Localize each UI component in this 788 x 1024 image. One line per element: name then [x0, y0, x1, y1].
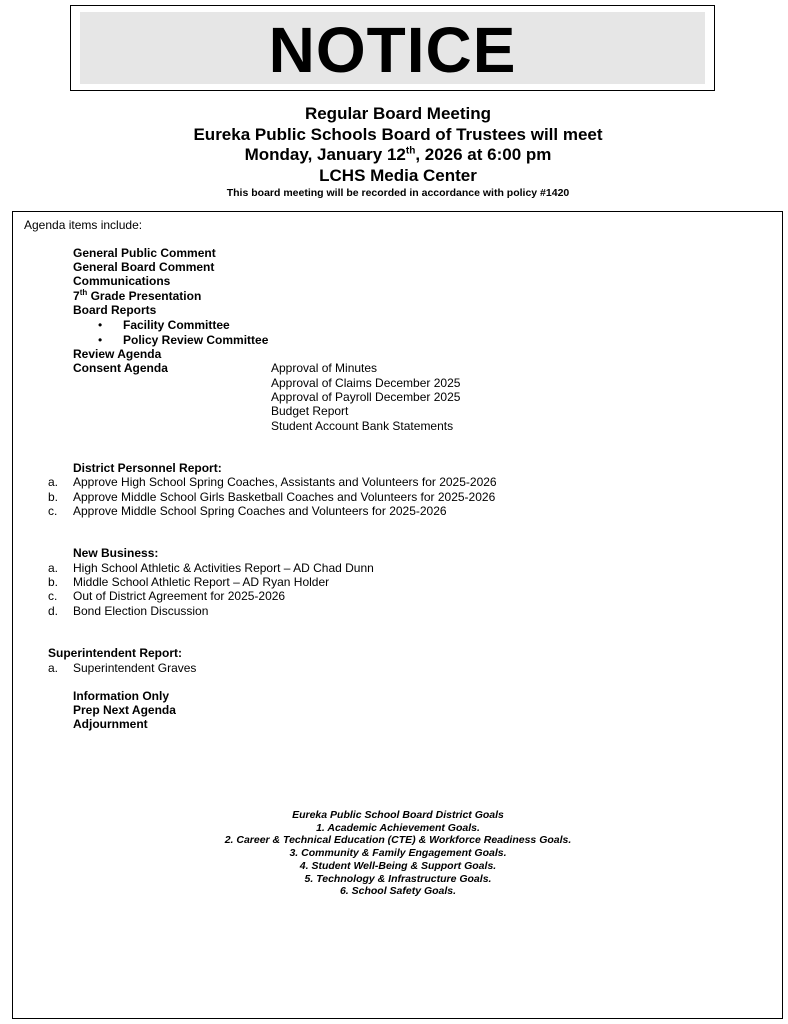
- personnel-heading: District Personnel Report:: [73, 461, 222, 475]
- list-letter: a.: [48, 561, 59, 575]
- consent-item: Approval of Minutes: [271, 361, 378, 375]
- list-letter: c.: [48, 504, 58, 518]
- new-business-item: Out of District Agreement for 2025-2026: [73, 589, 286, 603]
- review-agenda: Review Agenda: [73, 347, 162, 361]
- personnel-item: Approve Middle School Girls Basketball Coaches and Volunteers for 2025-2026: [73, 490, 496, 504]
- goal-item: 4. Student Well-Being & Support Goals.: [299, 859, 497, 872]
- goal-item: 1. Academic Achievement Goals.: [316, 821, 480, 834]
- agenda-intro: Agenda items include:: [24, 218, 143, 232]
- adjournment: Adjournment: [73, 717, 148, 731]
- consent-item: Approval of Payroll December 2025: [271, 390, 461, 404]
- grade-presentation: 7th Grade Presentation: [73, 288, 202, 303]
- consent-item: Student Account Bank Statements: [271, 419, 454, 433]
- list-letter: b.: [48, 490, 59, 504]
- consent-item: Approval of Claims December 2025: [271, 376, 461, 390]
- list-letter: c.: [48, 589, 58, 603]
- new-business-item: High School Athletic & Activities Report – AD Chad Dunn: [73, 561, 374, 575]
- general-board-comment: General Board Comment: [73, 260, 215, 274]
- communications: Communications: [73, 274, 171, 288]
- new-business-item: Middle School Athletic Report – AD Ryan Holder: [73, 575, 330, 589]
- bullet-icon: •: [98, 318, 103, 332]
- personnel-item: Approve High School Spring Coaches, Assistants and Volunteers for 2025-2026: [73, 475, 497, 489]
- board-reports: Board Reports: [73, 303, 157, 317]
- new-business-heading: New Business:: [73, 546, 159, 560]
- list-letter: b.: [48, 575, 59, 589]
- goal-item: 5. Technology & Infrastructure Goals.: [304, 872, 492, 885]
- board-report-item: Policy Review Committee: [123, 333, 269, 347]
- district-goals: [0, 809, 788, 898]
- list-letter: a.: [48, 475, 59, 489]
- consent-agenda: Consent Agenda: [73, 361, 168, 375]
- meeting-location: LCHS Media Center: [319, 165, 477, 185]
- goal-item: 6. School Safety Goals.: [339, 885, 457, 898]
- board-report-item: Facility Committee: [123, 318, 230, 332]
- notice-title: NOTICE: [268, 14, 517, 86]
- prep-next-agenda: Prep Next Agenda: [73, 703, 176, 717]
- superintendent-heading: Superintendent Report:: [48, 646, 182, 660]
- list-letter: a.: [48, 661, 59, 675]
- goals-title: Eureka Public School Board District Goals: [292, 809, 504, 821]
- superintendent-item: Superintendent Graves: [73, 661, 197, 675]
- recording-note: This board meeting will be recorded in accordance with policy #1420: [226, 187, 570, 199]
- notice-banner: [70, 5, 715, 91]
- meeting-header: [0, 104, 788, 200]
- list-letter: d.: [48, 604, 59, 618]
- board-line: Eureka Public Schools Board of Trustees will meet: [193, 124, 603, 144]
- notice-banner-fill: [80, 12, 705, 84]
- consent-item: Budget Report: [271, 404, 349, 418]
- personnel-item: Approve Middle School Spring Coaches and Volunteers for 2025-2026: [73, 504, 447, 518]
- information-only: Information Only: [73, 689, 169, 703]
- new-business-item: Bond Election Discussion: [73, 604, 209, 618]
- goal-item: 3. Community & Family Engagement Goals.: [289, 847, 507, 860]
- meeting-date: Monday, January 12th, 2026 at 6:00 pm: [244, 145, 552, 164]
- meeting-type: Regular Board Meeting: [304, 104, 492, 123]
- bullet-icon: •: [98, 333, 103, 347]
- goal-item: 2. Career & Technical Education (CTE) & Workforce Readiness Goals.: [224, 834, 572, 847]
- general-public-comment: General Public Comment: [73, 246, 216, 260]
